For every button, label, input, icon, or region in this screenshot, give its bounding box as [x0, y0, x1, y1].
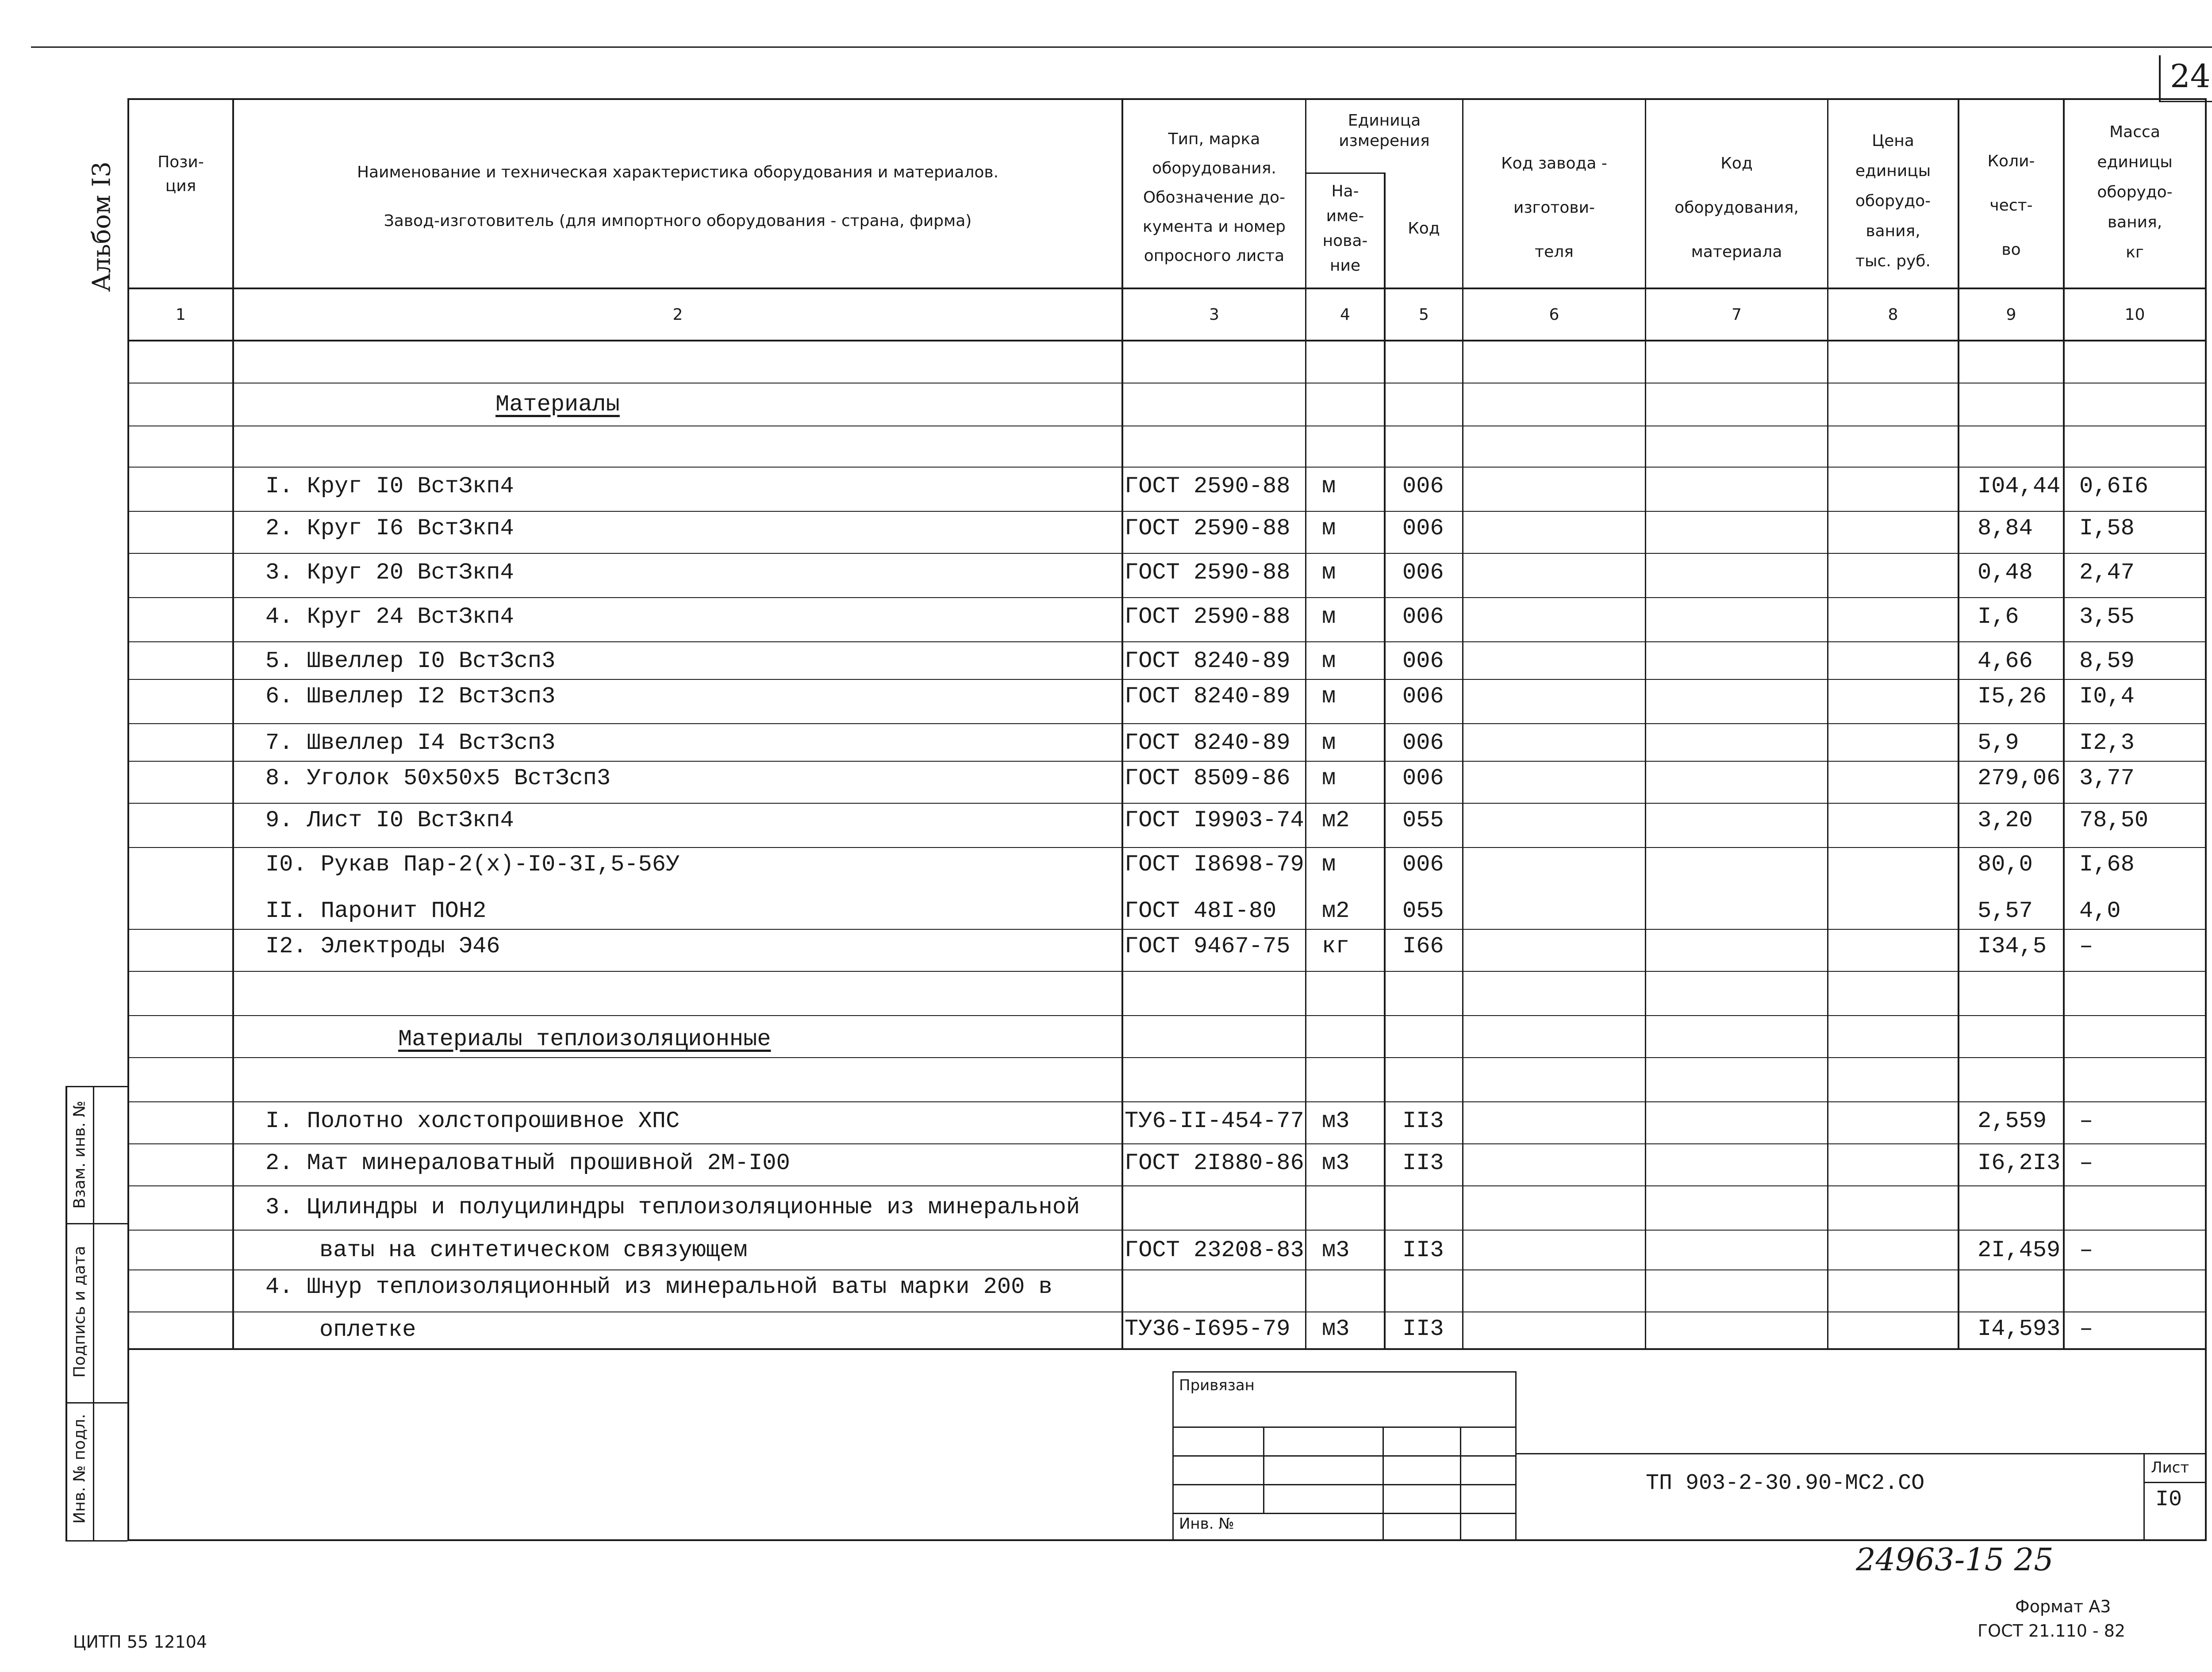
material-mass: 78,50 [2079, 807, 2149, 833]
sheet-label: Лист [2151, 1459, 2189, 1476]
material-mass: 3,55 [2079, 604, 2135, 630]
insulation-mass: – [2079, 1316, 2093, 1342]
header-name: Наименование и техническая характеристика оборудования и материалов. Завод-изготовитель (для импортного оборудования - страна, фирма) [357, 163, 999, 230]
insulation-quantity: 2,559 [1978, 1108, 2047, 1134]
material-unit: м [1322, 765, 1336, 791]
material-unit: м [1322, 515, 1336, 541]
insulation-unit: м3 [1322, 1237, 1350, 1263]
material-name: I2. Электроды Э46 [265, 933, 500, 959]
header-quantity: Коли- чест- во [1987, 152, 2035, 259]
colnum-5: 5 [1419, 306, 1429, 324]
document-designation: ТП 903-2-30.90-МС2.СО [1646, 1471, 1925, 1496]
material-quantity: 279,06 [1978, 765, 2061, 791]
material-name: 5. Швеллер I0 ВстЗсп3 [265, 648, 556, 674]
material-mass: I,68 [2079, 851, 2135, 878]
material-unit: м [1322, 648, 1336, 674]
material-unit-code: 055 [1402, 807, 1444, 833]
material-mass: 2,47 [2079, 560, 2135, 586]
material-unit: м [1322, 473, 1336, 499]
header-unit-code: Код [1408, 219, 1440, 238]
colnum-4: 4 [1340, 306, 1350, 324]
material-name: 9. Лист I0 ВстЗкп4 [265, 807, 514, 833]
material-doc: ГОСТ 48I-80 [1125, 898, 1277, 924]
colnum-7: 7 [1732, 306, 1742, 324]
insulation-unit: м3 [1322, 1108, 1350, 1134]
material-unit-code: 006 [1402, 604, 1444, 630]
top-sheet-number: 24 [2170, 58, 2211, 95]
material-unit: кг [1322, 933, 1350, 959]
material-doc: ГОСТ 8240-89 [1125, 683, 1290, 709]
material-quantity: 4,66 [1978, 648, 2033, 674]
material-unit: м2 [1322, 898, 1350, 924]
header-mass: Масса единицы оборудо- вания, кг [2097, 123, 2173, 261]
material-unit-code: I66 [1402, 933, 1444, 959]
material-mass: I2,3 [2079, 730, 2135, 756]
sheet-value: I0 [2155, 1487, 2182, 1512]
header-factory-code: Код завода - изготови- теля [1501, 154, 1607, 261]
material-unit-code: 006 [1402, 648, 1444, 674]
material-doc: ГОСТ 2590-88 [1125, 560, 1290, 586]
material-unit-code: 006 [1402, 560, 1444, 586]
material-name: II. Паронит ПОН2 [265, 898, 487, 924]
colnum-8: 8 [1888, 306, 1898, 324]
header-position: Пози- ция [157, 153, 204, 195]
insulation-doc: ГОСТ 2I880-86 [1125, 1150, 1304, 1176]
colnum-2: 2 [672, 306, 683, 324]
header-unit-group: Единица измерения [1339, 111, 1430, 150]
stamp-replace-inv: Взам. инв. № [70, 1101, 89, 1209]
album-label-wrap [58, 161, 146, 292]
material-mass: 0,6I6 [2079, 473, 2149, 499]
insulation-quantity: 2I,459 [1978, 1237, 2061, 1263]
material-quantity: 80,0 [1978, 851, 2033, 878]
insulation-quantity: I6,2I3 [1978, 1150, 2061, 1176]
insulation-unit-code: II3 [1402, 1150, 1444, 1176]
material-doc: ГОСТ 9467-75 [1125, 933, 1290, 959]
section-title-insulation: Материалы теплоизоляционные [398, 1026, 771, 1052]
material-doc: ГОСТ 2590-88 [1125, 515, 1290, 541]
gost-label: ГОСТ 21.110 - 82 [1978, 1621, 2126, 1641]
material-unit: м2 [1322, 807, 1350, 833]
insulation-mass: – [2079, 1150, 2093, 1176]
material-doc: ГОСТ I9903-74 [1125, 807, 1304, 833]
material-quantity: 3,20 [1978, 807, 2033, 833]
section-title-materials: Материалы [495, 391, 620, 418]
material-unit: м [1322, 851, 1336, 878]
printer-label: ЦИТП 55 12104 [73, 1632, 207, 1652]
insulation-name-cont: оплетке [319, 1317, 416, 1343]
material-mass: 4,0 [2079, 898, 2121, 924]
album-label: Альбом I3 [87, 161, 116, 292]
insulation-unit: м3 [1322, 1150, 1350, 1176]
insulation-name-cont: ваты на синтетическом связующем [319, 1237, 748, 1263]
material-name: 7. Швеллер I4 ВстЗсп3 [265, 730, 556, 756]
material-unit-code: 006 [1402, 730, 1444, 756]
material-quantity: 5,57 [1978, 898, 2033, 924]
material-unit-code: 006 [1402, 473, 1444, 499]
material-name: 4. Круг 24 ВстЗкп4 [265, 604, 514, 630]
material-name: 3. Круг 20 ВстЗкп4 [265, 560, 514, 586]
colnum-1: 1 [176, 306, 186, 324]
material-unit-code: 006 [1402, 683, 1444, 709]
insulation-quantity: I4,593 [1978, 1316, 2061, 1342]
inv-label: Инв. № [1179, 1515, 1234, 1533]
material-unit-code: 006 [1402, 851, 1444, 878]
header-unit-name: На- име- нова- ние [1322, 182, 1368, 275]
material-doc: ГОСТ 8240-89 [1125, 730, 1290, 756]
colnum-6: 6 [1549, 306, 1559, 324]
material-unit: м [1322, 730, 1336, 756]
material-name: 6. Швеллер I2 ВстЗсп3 [265, 683, 556, 709]
insulation-doc: ГОСТ 23208-83 [1125, 1237, 1304, 1263]
bound-label: Привязан [1179, 1377, 1255, 1394]
material-doc: ГОСТ 8240-89 [1125, 648, 1290, 674]
material-quantity: I34,5 [1978, 933, 2047, 959]
colnum-9: 9 [2006, 306, 2016, 324]
insulation-unit-code: II3 [1402, 1108, 1444, 1134]
material-name: 2. Круг I6 ВстЗкп4 [265, 515, 514, 541]
material-mass: I,58 [2079, 515, 2135, 541]
material-doc: ГОСТ 2590-88 [1125, 604, 1290, 630]
insulation-doc: ТУ36-I695-79 [1125, 1316, 1290, 1342]
header-price: Цена единицы оборудо- вания, тыс. руб. [1855, 132, 1931, 270]
material-unit: м [1322, 683, 1336, 709]
insulation-name: 3. Цилиндры и полуцилиндры теплоизоляционные из минеральной [265, 1194, 1080, 1220]
material-doc: ГОСТ I8698-79 [1125, 851, 1304, 878]
material-quantity: 5,9 [1978, 730, 2019, 756]
material-unit-code: 006 [1402, 765, 1444, 791]
material-mass: – [2079, 933, 2093, 959]
insulation-name: 4. Шнур теплоизоляционный из минеральной ваты марки 200 в [265, 1274, 1052, 1300]
material-quantity: I04,44 [1978, 473, 2061, 499]
material-mass: I0,4 [2079, 683, 2135, 709]
material-quantity: I,6 [1978, 604, 2019, 630]
colnum-10: 10 [2124, 306, 2145, 324]
insulation-name: 2. Мат минераловатный прошивной 2М-I00 [265, 1150, 790, 1176]
insulation-name: I. Полотно холстопрошивное ХПС [265, 1108, 680, 1134]
insulation-unit: м3 [1322, 1316, 1350, 1342]
insulation-unit-code: II3 [1402, 1316, 1444, 1342]
stamp-signature-date: Подпись и дата [70, 1246, 89, 1378]
material-quantity: 0,48 [1978, 560, 2033, 586]
material-unit: м [1322, 604, 1336, 630]
material-unit: м [1322, 560, 1336, 586]
material-unit-code: 055 [1402, 898, 1444, 924]
insulation-unit-code: II3 [1402, 1237, 1444, 1263]
format-label: Формат А3 [2015, 1597, 2111, 1616]
insulation-mass: – [2079, 1237, 2093, 1263]
stamp-inv-original: Инв. № подл. [70, 1414, 89, 1524]
material-unit-code: 006 [1402, 515, 1444, 541]
material-quantity: I5,26 [1978, 683, 2047, 709]
header-type: Тип, марка оборудования. Обозначение до- кумента и номер опросного листа [1143, 130, 1286, 265]
material-quantity: 8,84 [1978, 515, 2033, 541]
material-mass: 8,59 [2079, 648, 2135, 674]
colnum-3: 3 [1209, 306, 1219, 324]
insulation-doc: ТУ6-II-454-77 [1125, 1108, 1304, 1134]
material-name: I. Круг I0 ВстЗкп4 [265, 473, 514, 499]
material-name: I0. Рукав Пар-2(х)-I0-3I,5-56У [265, 851, 680, 878]
material-doc: ГОСТ 2590-88 [1125, 473, 1290, 499]
material-mass: 3,77 [2079, 765, 2135, 791]
handwritten-number: 24963-15 25 [1856, 1542, 2054, 1578]
header-equipment-code: Код оборудования, материала [1674, 154, 1799, 261]
material-doc: ГОСТ 8509-86 [1125, 765, 1290, 791]
material-name: 8. Уголок 50х50х5 ВстЗсп3 [265, 765, 611, 791]
insulation-mass: – [2079, 1108, 2093, 1134]
